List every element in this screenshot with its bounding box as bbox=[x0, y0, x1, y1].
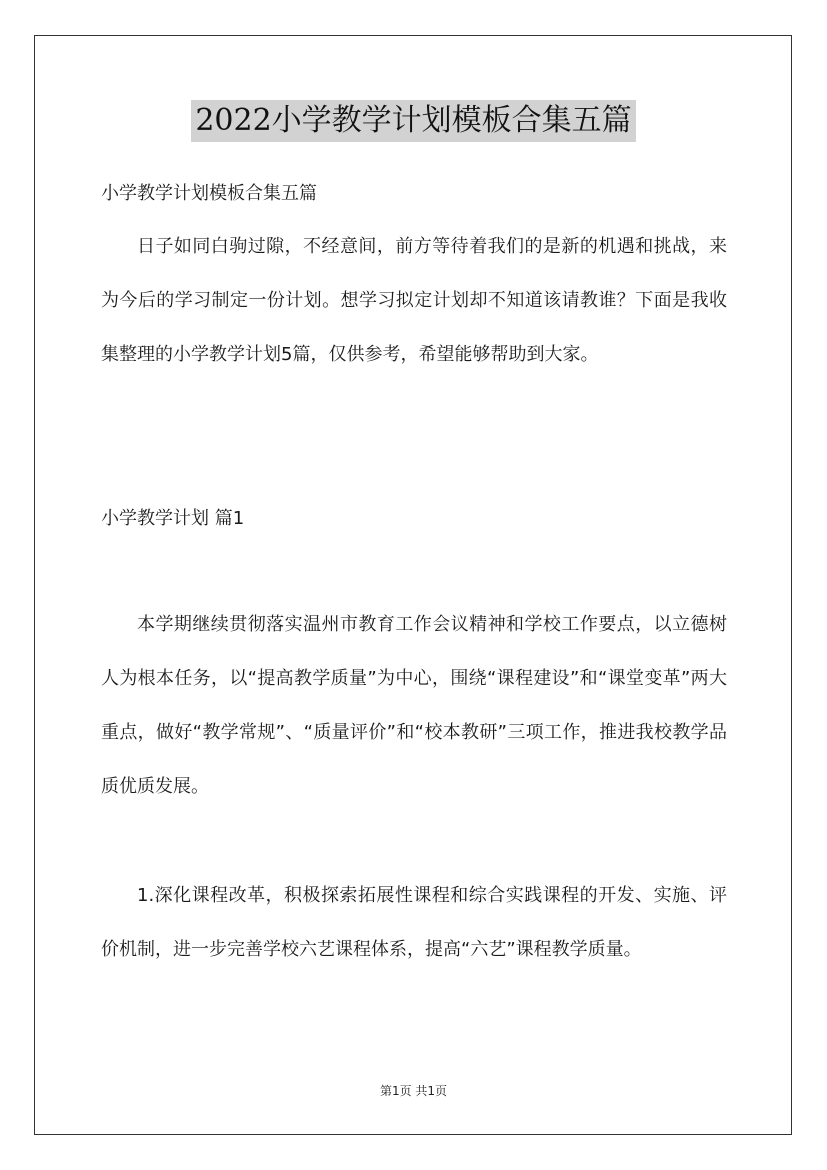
document-subtitle: 小学教学计划模板合集五篇 bbox=[101, 183, 317, 204]
body-paragraph-1: 本学期继续贯彻落实温州市教育工作会议精神和学校工作要点，以立德树人为根本任务，以“提高教学质量”为中心，围绕“课程建设”和“课堂变革”两大重点，做好“教学常规”、“质量评价”和“校本教研”三项工作，推进我校教学品质优质发展。 bbox=[101, 614, 727, 797]
page-footer: 第1页 共1页 bbox=[379, 1084, 448, 1098]
title-block bbox=[0, 100, 827, 142]
document-title: 2022小学教学计划模板合集五篇 bbox=[191, 100, 635, 142]
intro-paragraph: 日子如同白驹过隙，不经意间，前方等待着我们的是新的机遇和挑战，来为今后的学习制定一份计划。想学习拟定计划却不知道该请教谁？下面是我收集整理的小学教学计划5篇，仅供参考，希望能够帮助到大家。 bbox=[101, 236, 727, 365]
section-heading: 小学教学计划 篇1 bbox=[101, 508, 245, 529]
body-paragraph-2: 1.深化课程改革，积极探索拓展性课程和综合实践课程的开发、实施、评价机制，进一步完善学校六艺课程体系，提高“六艺”课程教学质量。 bbox=[101, 885, 727, 960]
